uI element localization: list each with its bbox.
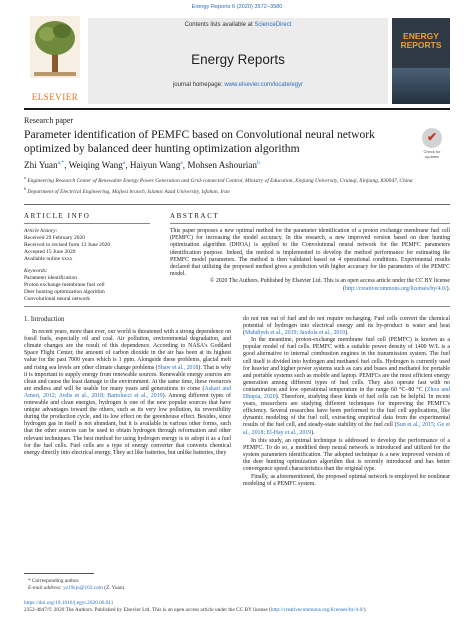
paragraph-text: do not run out of fuel and do not require recharging. Fuel cells convert the chemical potential of hydrogen into electrical energy and its by-product is water and heat (: [243, 316, 450, 337]
paragraph: In this study, an optimal technique is addressed to develop the performance of a PEMFC. To do so, a modified deep neural network is introduced and utilized for the system parameters identification. The adopted technique is a new improved version of the deer hunting optimization algorithm that is recently introduced and has better convergence speed characteristics than the original type.: [243, 437, 450, 472]
paragraph-text: ). Therefore, studying these kinds of fuel cells can be helpful. In recent years, researchers are studying different techniques for improving the PEMFC's efficiency. Several researches have been performed to the fuel cell applications, like dynamic modeling of the fuel cell, extracting empirical data from the experimental results of the fuel cell, and steady-state stability of the fuel cell (: [243, 394, 450, 429]
homepage-link[interactable]: www.elsevier.com/locate/egyr: [224, 82, 304, 88]
abstract-divider: [170, 223, 450, 224]
asterisk-icon: *: [28, 578, 31, 584]
paragraph-text: In the meantime, proton-exchange membrane fuel cell (PEMFC) is known as a popular model of fuel cells. PEMFC with a suitable power density of 1400 W/L is a good alternative to internal combustion engines in the transmission system. The fuel cell itself is divided into hydrogen and methanol fuel cells. Hydrogen is currently used for heavier and higher power systems such as cars and buses and methanol for portable and portable systems such as mobile and laptop. PEMFCs are the most efficient energy generation among different types of fuel cells. They also operate fast with no contamination and low operational temperature in the range 60 °C–80 °C (: [243, 337, 450, 393]
author-separator: ,: [182, 160, 188, 171]
author-name[interactable]: Mohsen Ashourian: [187, 160, 258, 171]
journal-header: [24, 14, 450, 106]
corresponding-author-note: [28, 578, 126, 585]
author-separator: ,: [64, 160, 69, 171]
author-affiliation-mark[interactable]: b: [257, 160, 260, 166]
footer-license-link[interactable]: http://creativecommons.org/licenses/by/4.0/: [270, 606, 364, 613]
cover-title-line2: REPORTS: [400, 40, 442, 50]
copyright-text: © 2020 The Authors. Published by Elsevier Ltd. This is an open access article under the CC BY license (: [210, 278, 450, 292]
contents-line: [88, 22, 388, 28]
email-label: E-mail address:: [28, 585, 64, 591]
corresponding-author-text: Corresponding author.: [31, 578, 80, 584]
paragraph-text: ). Among different types of renewable and clean energies, hydrogen is one of the new popular sources that have unique advantages toward the others, such as its very low pollution, its reversibility during the production cycle, and its low effect on the greenhouse effect. Besides, since hydrogen gas in itself is not abundant, but it is available in various other forms, such that the other sources can be used to obtain hydrogen through reformation and other relevant techniques. The best method for using hydrogen energy is to adopt it as a fuel for the fuel cells. Fuel cells are a type of energy converter that converts chemical energy directly into electrical energy. They act like batteries, but unlike batteries, they: [24, 392, 231, 456]
homepage-line: [88, 82, 388, 88]
citation-link[interactable]: Mahdiyeh et al., 2019; Jaxdola et al., 2019: [244, 330, 346, 337]
history-accepted: Accepted 15 June 2020: [24, 249, 76, 255]
journal-reference[interactable]: Energy Reports 6 (2020) 3572–3580: [191, 4, 283, 10]
affiliation-item: [24, 185, 450, 196]
homepage-prefix: journal homepage:: [172, 82, 225, 88]
citation-link[interactable]: Shaw et al., 2018: [157, 364, 199, 371]
paragraph-text: In recent years, more than ever, our world is threatened with a strong dependence on fossil fuels, especially oil and coal. Air pollution, environmental degradation, and climate changes are the result of this dependence. According to NASA's Goddard Space Flight Center, the amount of carbon dioxide in the air has been at its highest value for the past 7000 years which is 1 ppm. Alongside these problems, glacial melt and rising sea levels are other climate change problems (: [24, 329, 231, 371]
keywords-heading: Keywords:: [24, 268, 48, 274]
affiliations: [24, 174, 450, 196]
email-note: [28, 585, 126, 592]
paragraph-text: ). That is why it is important to supply energy from renewable sources. Renewable energy sources are clean and cause the least damage to the environment. At the same time, these resources are endless and will be usable for many years and generations to come (: [24, 364, 232, 392]
header-divider: [24, 108, 450, 110]
affiliation-text: Engineering Research Center of Renewable Energy Power Generation and Grid-connected Control, Ministry of Education, Xinjiang University, Urumqi, Xinjiang, 830047, China: [27, 177, 413, 184]
paragraph: Finally, as aforementioned, the proposed optimal network is employed for nonlinear modeling of a PEMFC system.: [243, 474, 450, 488]
author-name[interactable]: Haiyun Wang: [129, 160, 181, 171]
keyword-item: Proton exchange membrane fuel cell: [24, 282, 105, 288]
cover-title-line1: ENERGY: [403, 31, 439, 41]
paragraph-text: ).: [311, 429, 315, 436]
footnote: [28, 578, 126, 592]
page-footer: [24, 600, 450, 614]
article-title: Parameter identification of PEMFC based on Convolutional neural network optimized by balanced deer hunting optimization algorithm: [24, 128, 375, 155]
citation-link[interactable]: Zhou and Dhupia, 2020: [243, 386, 450, 401]
history-online: Available online xxxx: [24, 256, 73, 262]
author-separator: ,: [125, 160, 130, 171]
author-name[interactable]: Zhi Yuan: [24, 160, 58, 171]
article-type: Research paper: [24, 116, 74, 125]
elsevier-logo[interactable]: [24, 14, 86, 104]
history-heading: Article history:: [24, 228, 58, 234]
license-text: 2352-4847/© 2020 The Authors. Published by Elsevier Ltd. This is an open access article under the CC BY license (: [24, 606, 271, 613]
affiliation-item: [24, 174, 450, 185]
history-revised: Received in revised form 13 June 2020: [24, 242, 111, 248]
email-owner: (Z. Yuan).: [102, 585, 126, 591]
sciencedirect-link[interactable]: ScienceDirect: [254, 22, 292, 28]
abstract-heading: ABSTRACT: [170, 212, 220, 220]
journal-title: Energy Reports: [191, 52, 285, 67]
tree-icon: [30, 16, 80, 78]
article-info-heading: ARTICLE INFO: [24, 212, 91, 220]
header-box: [88, 18, 388, 104]
author-name[interactable]: Weiqing Wang: [68, 160, 123, 171]
citation-link[interactable]: Sun et al., 2015; Ge et al., 2018; El-Hay et al., 2019: [243, 422, 450, 436]
abstract-copyright: [170, 278, 450, 292]
crossmark-icon: ✔: [422, 128, 442, 148]
title-divider: [24, 204, 450, 205]
citation-link[interactable]: Askari and Ameri, 2012; Avdis et al., 2018; Bartolucci et al., 2019: [24, 385, 231, 399]
body-column-right: [243, 316, 450, 489]
paragraph: [243, 316, 450, 337]
paragraph-text: ).: [345, 330, 349, 337]
paragraph: [24, 329, 231, 457]
contents-prefix: Contents lists available at: [184, 22, 255, 28]
body-column-left: [24, 316, 231, 458]
keyword-item: Deer hunting optimization algorithm: [24, 289, 105, 295]
section-title: 1. Introduction: [24, 316, 65, 323]
history-received: Received 29 February 2020: [24, 235, 85, 241]
publisher-name: ELSEVIER: [31, 92, 79, 102]
doi-link[interactable]: https://doi.org/10.1016/j.egyr.2020.06.011: [24, 600, 114, 606]
journal-cover[interactable]: [392, 18, 450, 104]
abstract-bottom-divider: [24, 306, 450, 307]
author-affiliation-mark[interactable]: a,*: [57, 160, 65, 166]
email-link[interactable]: yz19sju@163.com: [63, 585, 103, 591]
article-info: [24, 228, 154, 303]
affiliation-mark: a: [24, 175, 26, 180]
crossmark-badge[interactable]: [418, 128, 446, 158]
license-line: [24, 607, 450, 614]
paragraph: [243, 337, 450, 436]
keyword-item: Convolutional neural network: [24, 296, 90, 302]
affiliation-text: Department of Electrical Engineering, Majlesi branch, Islamic Azad University, Isfahan, Iran: [27, 188, 230, 195]
author-affiliation-mark[interactable]: a: [122, 160, 126, 166]
copyright-end: ).: [446, 285, 450, 292]
abstract-text: This paper proposes a new optimal method for the parameter identification of a proton exchange membrane fuel cell (PEMFC) for increasing the model accuracy. In this research, a new improved version based on deer hunting optimization algorithm (DHOA) is applied to the Convolutional neural network for the PEMFC parameters identification purpose. Indeed, the method is implemented to develop the method performance for estimating the PEMFC model parameters. The method is then validated based on 4 operational conditions. Experimental results declared that utilizing the proposed method gives a prediction with higher accuracy for the parameters of the PEMFC model.: [170, 228, 450, 278]
article-info-divider: [24, 223, 150, 224]
footnote-divider: [24, 573, 94, 574]
affiliation-mark: b: [24, 185, 26, 191]
keyword-item: Parameter identification: [24, 275, 77, 281]
license-end: ).: [363, 606, 367, 613]
author-affiliation-mark[interactable]: a: [180, 160, 183, 166]
license-link[interactable]: http://creativecommons.org/licenses/by/4.0/: [344, 285, 447, 292]
crossmark-label: Check for updates: [423, 149, 441, 159]
author-list: [24, 160, 260, 170]
cover-image: [392, 68, 450, 104]
cover-title: [392, 32, 450, 50]
abstract-body: [170, 228, 450, 293]
